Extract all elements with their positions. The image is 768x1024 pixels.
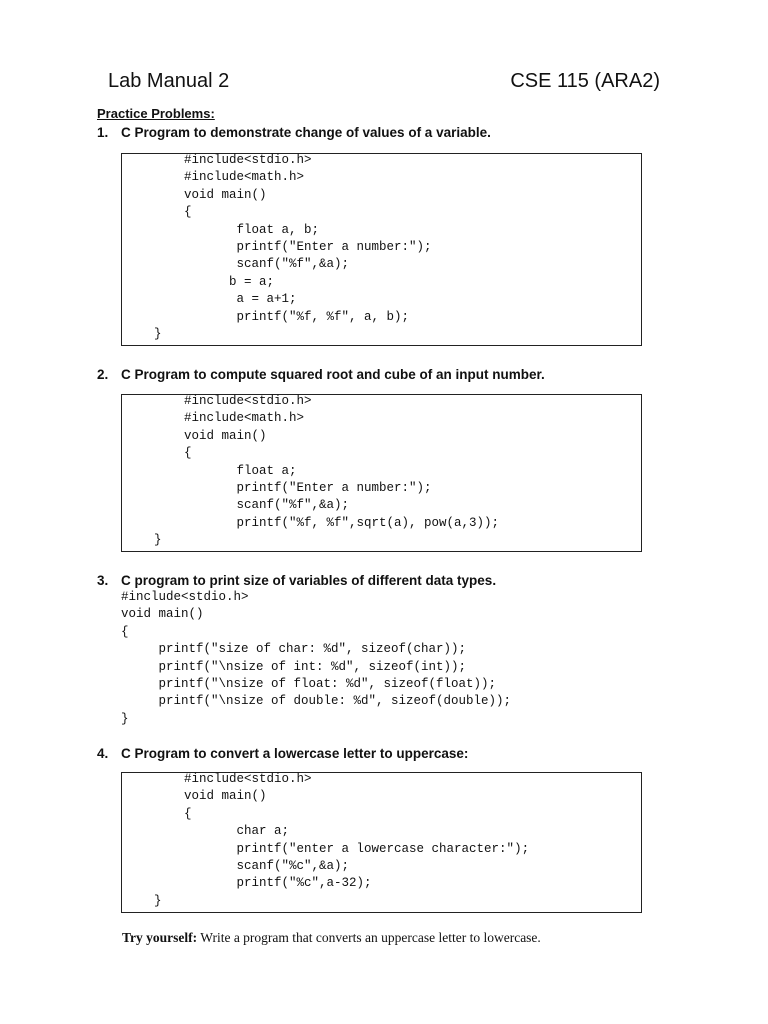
problem-3-code-block: #include<stdio.h> void main() { printf("size of char: %d", sizeof(char)); printf("\nsize of int: %d", sizeof(int)); printf("\nsize of float: %d", sizeof(float)); printf("\nsize of double: %d", sizeof(double)); } [121, 590, 512, 726]
course-code: CSE 115 (ARA2) [510, 70, 660, 92]
problem-1-title [97, 125, 491, 140]
code-block: #include<stdio.h> #include<math.h> void main() { float a; printf("Enter a number:"); scanf("%f",&a); printf("%f, %f",sqrt(a), pow(a,3)); } [154, 394, 500, 548]
page-title: Lab Manual 2 [108, 70, 230, 92]
section-heading: Practice Problems: [97, 106, 215, 121]
try-yourself-text: Write a program that converts an uppercase letter to lowercase. [200, 930, 541, 945]
problem-title-text: C Program to convert a lowercase letter to uppercase: [121, 746, 469, 761]
problem-4-code-box [121, 772, 642, 913]
problem-1-code-box [121, 153, 642, 346]
problem-number: 1. [97, 125, 109, 140]
try-yourself [122, 930, 541, 946]
problem-2-title [97, 367, 545, 382]
problem-number: 4. [97, 746, 109, 761]
problem-title-text: C program to print size of variables of different data types. [121, 573, 497, 588]
problem-title-text: C Program to compute squared root and cube of an input number. [121, 367, 545, 382]
code-block: #include<stdio.h> void main() { char a; printf("enter a lowercase character:"); scanf("%c",&a); printf("%c",a-32); } [154, 772, 530, 908]
problem-2-code-box [121, 394, 642, 552]
problem-4-title [97, 746, 468, 761]
problem-number: 2. [97, 367, 109, 382]
problem-title-text: C Program to demonstrate change of values of a variable. [121, 125, 491, 140]
problem-number: 3. [97, 573, 109, 588]
code-block: #include<stdio.h> #include<math.h> void main() { float a, b; printf("Enter a number:"); scanf("%f",&a); b = a; a = a+1; printf("%f, %f", a, b); } [154, 153, 432, 342]
try-yourself-label: Try yourself: [122, 930, 198, 945]
problem-3-title [97, 573, 496, 588]
